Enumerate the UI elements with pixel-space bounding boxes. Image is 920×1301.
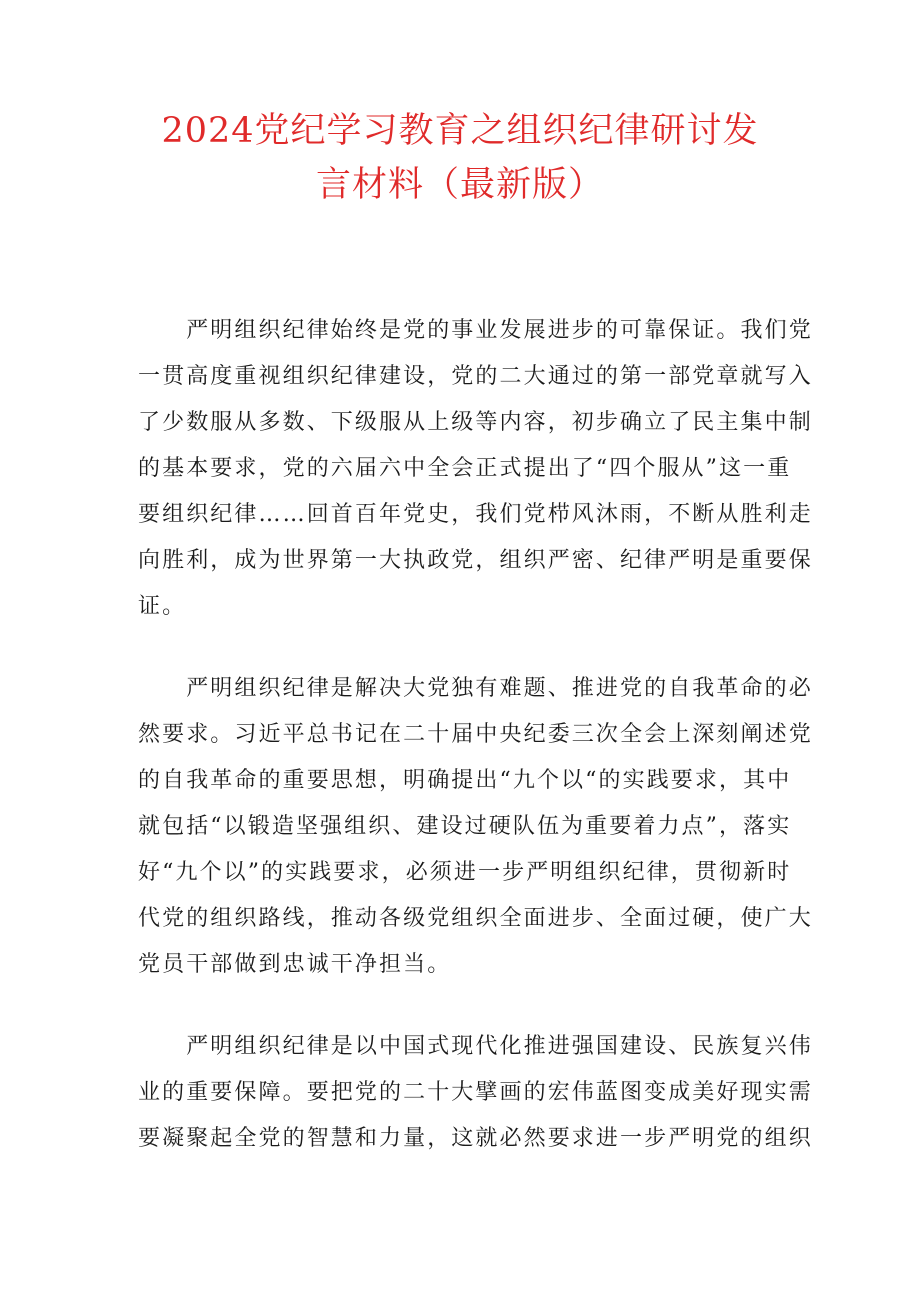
text-line: 的自我革命的重要思想，明确提出“九个以“的实践要求，其中 xyxy=(138,768,792,793)
paragraph-2 xyxy=(138,666,813,988)
text-line: 证。 xyxy=(138,594,187,619)
title-line: 言材料（最新版） xyxy=(315,165,604,205)
text-line: 要凝聚起全党的智慧和力量，这就必然要求进一步严明党的组织 xyxy=(138,1126,813,1151)
text-line: 就包括“以锻造坚强组织、建设过硬队伍为重要着力点”，落实 xyxy=(138,814,792,839)
text-line: 然要求。习近平总书记在二十届中央纪委三次全会上深刻阐述党 xyxy=(138,722,813,747)
text-line: 代党的组织路线，推动各级党组织全面进步、全面过硬，使广大 xyxy=(138,906,813,931)
text-line: 向胜利，成为世界第一大执政党，组织严密、纪律严明是重要保 xyxy=(138,548,813,573)
document-title xyxy=(120,104,800,212)
text-line: 好“九个以”的实践要求，必须进一步严明组织纪律，贯彻新时 xyxy=(138,860,792,885)
text-line: 严明组织纪律始终是党的事业发展进步的可靠保证。我们党 xyxy=(138,318,813,343)
text-line: 严明组织纪律是解决大党独有难题、推进党的自我革命的必 xyxy=(138,676,813,701)
document-body xyxy=(138,308,813,1198)
paragraph-1 xyxy=(138,308,813,630)
text-line: 党员干部做到忠诚干净担当。 xyxy=(138,952,452,977)
title-line: 2024党纪学习教育之组织纪律研讨发 xyxy=(161,111,759,151)
text-line: 的基本要求，党的六届六中全会正式提出了“四个服从”这一重 xyxy=(138,456,792,481)
text-line: 了少数服从多数、下级服从上级等内容，初步确立了民主集中制 xyxy=(138,410,813,435)
text-line: 一贯高度重视组织纪律建设，党的二大通过的第一部党章就写入 xyxy=(138,364,813,389)
text-line: 业的重要保障。要把党的二十大擘画的宏伟蓝图变成美好现实需 xyxy=(138,1080,813,1105)
text-line: 要组织纪律……回首百年党史，我们党栉风沐雨，不断从胜利走 xyxy=(138,502,813,527)
text-line: 严明组织纪律是以中国式现代化推进强国建设、民族复兴伟 xyxy=(138,1034,813,1059)
paragraph-3 xyxy=(138,1024,813,1162)
